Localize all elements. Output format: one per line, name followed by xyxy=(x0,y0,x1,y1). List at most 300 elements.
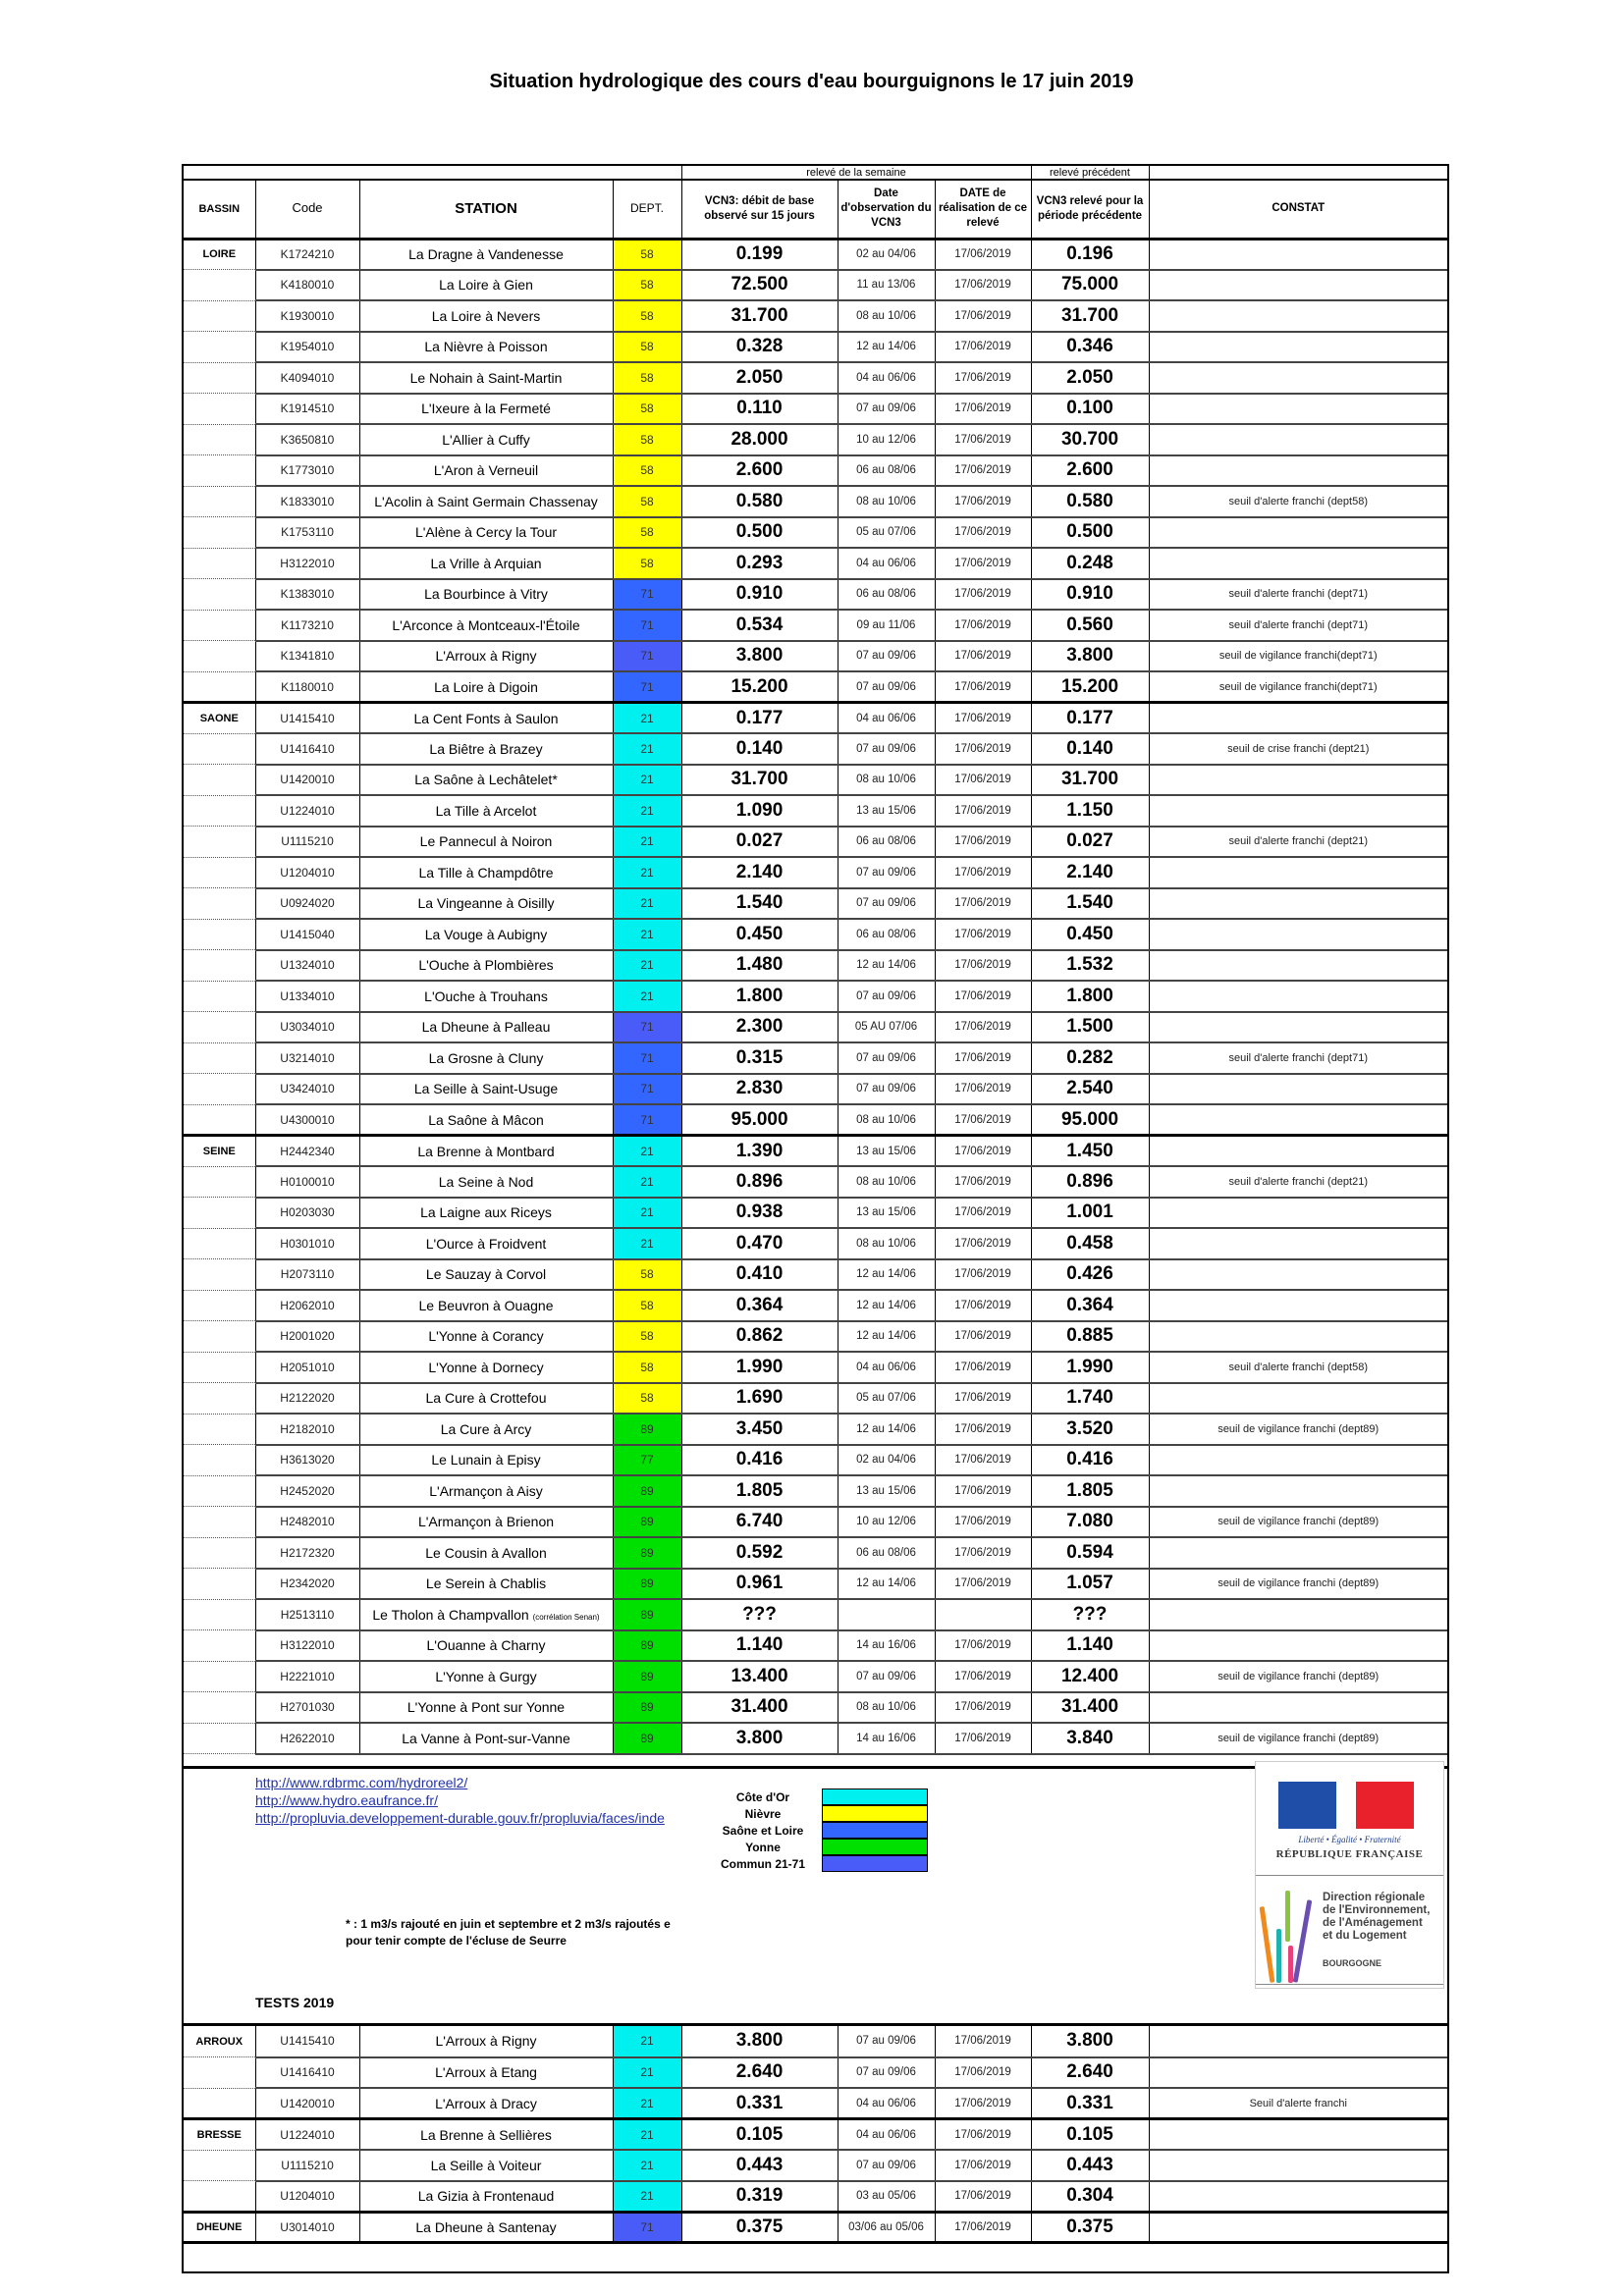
cell-code: K4180010 xyxy=(255,270,359,301)
link-propluvia[interactable]: http://propluvia.developpement-durable.gouv.fr/propluvia/faces/inde xyxy=(255,1810,665,1826)
cell-station: L'Ouche à Trouhans xyxy=(359,981,613,1012)
cell-date-real: 17/06/2019 xyxy=(935,548,1031,579)
cell-bassin xyxy=(184,332,255,363)
cell-bassin xyxy=(184,300,255,332)
cell-code: H2622010 xyxy=(255,1723,359,1754)
cell-bassin xyxy=(184,1074,255,1105)
cell-date-real: 17/06/2019 xyxy=(935,1228,1031,1259)
cell-constat xyxy=(1149,424,1447,455)
cell-station: La Vanne à Pont-sur-Vanne xyxy=(359,1723,613,1754)
cell-date-real: 17/06/2019 xyxy=(935,1445,1031,1476)
cell-vcn3: 0.177 xyxy=(681,703,838,734)
cell-date-obs: 11 au 13/06 xyxy=(838,270,935,301)
cell-vcn3: 0.443 xyxy=(681,2150,838,2181)
cell-bassin: ARROUX xyxy=(184,2026,255,2057)
cell-date-real: 17/06/2019 xyxy=(935,1723,1031,1754)
cell-vcn3: 0.410 xyxy=(681,1259,838,1291)
cell-code: U1115210 xyxy=(255,827,359,858)
cell-dept: 21 xyxy=(613,1198,681,1229)
cell-station: La Loire à Gien xyxy=(359,270,613,301)
cell-date-obs: 13 au 15/06 xyxy=(838,1198,935,1229)
cell-prev: 7.080 xyxy=(1031,1507,1149,1538)
table-row xyxy=(184,270,1447,301)
cell-date-obs: 07 au 09/06 xyxy=(838,1042,935,1074)
column-header-row xyxy=(184,180,1447,239)
cell-constat xyxy=(1149,1012,1447,1043)
table-row xyxy=(184,455,1447,487)
cell-constat xyxy=(1149,1445,1447,1476)
cell-prev: 0.594 xyxy=(1031,1537,1149,1569)
cell-dept: 71 xyxy=(613,1074,681,1105)
cell-dept: 58 xyxy=(613,455,681,487)
cell-station: L'Ixeure à la Fermeté xyxy=(359,394,613,425)
cell-date-real: 17/06/2019 xyxy=(935,919,1031,950)
cell-code: U1334010 xyxy=(255,981,359,1012)
cell-constat xyxy=(1149,1259,1447,1291)
cell-vcn3: 0.910 xyxy=(681,579,838,611)
cell-station: La Seille à Saint-Usuge xyxy=(359,1074,613,1105)
cell-constat: seuil d'alerte franchi (dept71) xyxy=(1149,579,1447,611)
cell-station: Le Tholon à Champvallon (corrélation Senan) xyxy=(359,1599,613,1630)
cell-date-real: 17/06/2019 xyxy=(935,1630,1031,1662)
table-row xyxy=(184,332,1447,363)
cell-date-real: 17/06/2019 xyxy=(935,1104,1031,1136)
cell-prev: 3.800 xyxy=(1031,2026,1149,2057)
cell-date-real: 17/06/2019 xyxy=(935,1259,1031,1291)
cell-constat xyxy=(1149,548,1447,579)
cell-bassin xyxy=(184,1104,255,1136)
page-title: Situation hydrologique des cours d'eau bourguignons le 17 juin 2019 xyxy=(489,71,1134,92)
table-row xyxy=(184,1537,1447,1569)
cell-prev: 3.520 xyxy=(1031,1414,1149,1445)
cell-date-obs: 06 au 08/06 xyxy=(838,1537,935,1569)
cell-date-obs: 05 au 07/06 xyxy=(838,1383,935,1415)
cell-vcn3: 2.140 xyxy=(681,857,838,888)
cell-date-obs: 12 au 14/06 xyxy=(838,1321,935,1353)
cell-prev: 1.540 xyxy=(1031,888,1149,920)
cell-station: L'Acolin à Saint Germain Chassenay xyxy=(359,486,613,517)
cell-dept: 21 xyxy=(613,2119,681,2151)
cell-date-obs: 07 au 09/06 xyxy=(838,888,935,920)
cell-date-real: 17/06/2019 xyxy=(935,1321,1031,1353)
cell-prev: 3.800 xyxy=(1031,641,1149,672)
cell-bassin xyxy=(184,1198,255,1229)
cell-code: U1415410 xyxy=(255,2026,359,2057)
cell-date-obs: 03/06 au 05/06 xyxy=(838,2212,935,2243)
cell-station: La Gizia à Frontenaud xyxy=(359,2181,613,2213)
cell-code: H0301010 xyxy=(255,1228,359,1259)
cell-constat: Seuil d'alerte franchi xyxy=(1149,2088,1447,2119)
cell-date-obs: 07 au 09/06 xyxy=(838,394,935,425)
cell-bassin xyxy=(184,1042,255,1074)
legend-item: Saône et Loire xyxy=(714,1822,928,1839)
cell-date-obs: 07 au 09/06 xyxy=(838,1074,935,1105)
cell-bassin xyxy=(184,1383,255,1415)
col-date-real: DATE de réalisation de ce relevé xyxy=(935,180,1031,239)
cell-date-obs: 06 au 08/06 xyxy=(838,455,935,487)
cell-code: U1416410 xyxy=(255,2057,359,2089)
cell-date-obs: 10 au 12/06 xyxy=(838,1507,935,1538)
table-row xyxy=(184,1228,1447,1259)
cell-constat xyxy=(1149,300,1447,332)
cell-station: La Dragne à Vandenesse xyxy=(359,239,613,270)
cell-prev: 0.331 xyxy=(1031,2088,1149,2119)
table-row xyxy=(184,1599,1447,1630)
table-row xyxy=(184,548,1447,579)
cell-vcn3: ??? xyxy=(681,1599,838,1630)
cell-date-real: 17/06/2019 xyxy=(935,239,1031,270)
cell-vcn3: 72.500 xyxy=(681,270,838,301)
cell-vcn3: 0.416 xyxy=(681,1445,838,1476)
cell-vcn3: 2.300 xyxy=(681,1012,838,1043)
cell-bassin xyxy=(184,1290,255,1321)
cell-station: La Tille à Arcelot xyxy=(359,795,613,827)
cell-date-real: 17/06/2019 xyxy=(935,455,1031,487)
cell-code: U1415410 xyxy=(255,703,359,734)
cell-prev: 0.458 xyxy=(1031,1228,1149,1259)
cell-station: L'Arroux à Etang xyxy=(359,2057,613,2089)
table-row xyxy=(184,1414,1447,1445)
cell-date-obs: 08 au 10/06 xyxy=(838,1228,935,1259)
cell-constat: seuil d'alerte franchi (dept21) xyxy=(1149,1166,1447,1198)
cell-date-real: 17/06/2019 xyxy=(935,1136,1031,1167)
cell-constat: seuil de vigilance franchi (dept89) xyxy=(1149,1507,1447,1538)
cell-date-real: 17/06/2019 xyxy=(935,950,1031,982)
cell-bassin xyxy=(184,2150,255,2181)
cell-station: L'Arroux à Rigny xyxy=(359,641,613,672)
cell-bassin xyxy=(184,1475,255,1507)
legend-item: Côte d'Or xyxy=(714,1789,928,1805)
cell-bassin xyxy=(184,424,255,455)
cell-station: La Vrille à Arquian xyxy=(359,548,613,579)
cell-code: K1833010 xyxy=(255,486,359,517)
cell-dept: 89 xyxy=(613,1414,681,1445)
cell-date-real: 17/06/2019 xyxy=(935,332,1031,363)
cell-constat xyxy=(1149,1290,1447,1321)
table-row xyxy=(184,1630,1447,1662)
cell-dept: 21 xyxy=(613,981,681,1012)
cell-date-real: 17/06/2019 xyxy=(935,795,1031,827)
cell-dept: 58 xyxy=(613,394,681,425)
table-row xyxy=(184,2119,1447,2151)
cell-constat: seuil de vigilance franchi (dept89) xyxy=(1149,1414,1447,1445)
cell-bassin xyxy=(184,1321,255,1353)
link-rdbrmc[interactable]: http://www.rdbrmc.com/hydroreel2/ xyxy=(255,1775,468,1790)
cell-station: La Vingeanne à Oisilly xyxy=(359,888,613,920)
cell-date-obs: 12 au 14/06 xyxy=(838,1569,935,1600)
cell-dept: 21 xyxy=(613,1228,681,1259)
cell-dept: 58 xyxy=(613,486,681,517)
cell-date-real: 17/06/2019 xyxy=(935,1692,1031,1724)
cell-bassin: LOIRE xyxy=(184,239,255,270)
table-row xyxy=(184,1104,1447,1136)
cell-date-obs: 13 au 15/06 xyxy=(838,1136,935,1167)
cell-dept: 21 xyxy=(613,2057,681,2089)
cell-date-real: 17/06/2019 xyxy=(935,424,1031,455)
cell-dept: 58 xyxy=(613,332,681,363)
footer-section xyxy=(184,1769,1447,2026)
cell-station: L'Yonne à Dornecy xyxy=(359,1352,613,1383)
cell-bassin xyxy=(184,1414,255,1445)
table-row xyxy=(184,2026,1447,2057)
cell-bassin xyxy=(184,362,255,394)
cell-constat xyxy=(1149,517,1447,549)
cell-prev: 1.500 xyxy=(1031,1012,1149,1043)
cell-code: K4094010 xyxy=(255,362,359,394)
cell-dept: 89 xyxy=(613,1507,681,1538)
cell-station: La Laigne aux Riceys xyxy=(359,1198,613,1229)
cell-prev: 0.140 xyxy=(1031,733,1149,765)
cell-code: U1115210 xyxy=(255,2150,359,2181)
cell-vcn3: 0.027 xyxy=(681,827,838,858)
table-row xyxy=(184,1475,1447,1507)
cell-station: La Nièvre à Poisson xyxy=(359,332,613,363)
cell-prev: 0.443 xyxy=(1031,2150,1149,2181)
cell-vcn3: 3.800 xyxy=(681,1723,838,1754)
cell-bassin xyxy=(184,641,255,672)
cell-bassin xyxy=(184,394,255,425)
legend-swatch xyxy=(822,1805,928,1822)
cell-vcn3: 0.331 xyxy=(681,2088,838,2119)
table-row xyxy=(184,1198,1447,1229)
table-row xyxy=(184,2181,1447,2213)
table-row xyxy=(184,919,1447,950)
cell-date-real: 17/06/2019 xyxy=(935,888,1031,920)
cell-date-real: 17/06/2019 xyxy=(935,1537,1031,1569)
cell-vcn3: 0.580 xyxy=(681,486,838,517)
table-row xyxy=(184,1507,1447,1538)
cell-code: K1954010 xyxy=(255,332,359,363)
cell-station: L'Armançon à Brienon xyxy=(359,1507,613,1538)
table-row xyxy=(184,857,1447,888)
cell-date-obs: 08 au 10/06 xyxy=(838,1104,935,1136)
legend-item: Commun 21-71 xyxy=(714,1855,928,1872)
cell-bassin xyxy=(184,2057,255,2089)
cell-prev: 0.177 xyxy=(1031,703,1149,734)
group-prev-label: relevé précédent xyxy=(1031,166,1149,180)
cell-code: U1324010 xyxy=(255,950,359,982)
cell-date-obs: 12 au 14/06 xyxy=(838,950,935,982)
cell-vcn3: 0.364 xyxy=(681,1290,838,1321)
cell-station: La Saône à Lechâtelet* xyxy=(359,765,613,796)
cell-constat: seuil de vigilance franchi(dept71) xyxy=(1149,671,1447,703)
cell-date-real: 17/06/2019 xyxy=(935,2088,1031,2119)
cell-constat xyxy=(1149,1228,1447,1259)
cell-bassin xyxy=(184,610,255,641)
cell-code: H0100010 xyxy=(255,1166,359,1198)
cell-date-real: 17/06/2019 xyxy=(935,2181,1031,2213)
cell-code: K1341810 xyxy=(255,641,359,672)
cell-dept: 58 xyxy=(613,270,681,301)
cell-date-obs: 07 au 09/06 xyxy=(838,2150,935,2181)
links-list xyxy=(255,1774,687,1827)
cell-dept: 58 xyxy=(613,1259,681,1291)
cell-code: U3034010 xyxy=(255,1012,359,1043)
cell-code: U1204010 xyxy=(255,2181,359,2213)
group-header-row xyxy=(184,166,1447,180)
col-station: STATION xyxy=(359,180,613,239)
cell-constat xyxy=(1149,919,1447,950)
cell-constat: seuil de vigilance franchi (dept89) xyxy=(1149,1661,1447,1692)
cell-dept: 21 xyxy=(613,2181,681,2213)
cell-station: La Loire à Digoin xyxy=(359,671,613,703)
cell-dept: 21 xyxy=(613,950,681,982)
table-row xyxy=(184,733,1447,765)
cell-constat xyxy=(1149,2181,1447,2213)
cell-station: La Cure à Crottefou xyxy=(359,1383,613,1415)
hydrology-sheet xyxy=(182,164,1449,2273)
table-row xyxy=(184,641,1447,672)
cell-station: Le Nohain à Saint-Martin xyxy=(359,362,613,394)
cell-station: La Dheune à Santenay xyxy=(359,2212,613,2243)
link-hydro-eaufrance[interactable]: http://www.hydro.eaufrance.fr/ xyxy=(255,1792,438,1808)
cell-vcn3: 0.534 xyxy=(681,610,838,641)
cell-vcn3: 0.862 xyxy=(681,1321,838,1353)
cell-constat: seuil d'alerte franchi (dept71) xyxy=(1149,1042,1447,1074)
cell-constat xyxy=(1149,1383,1447,1415)
cell-prev: 31.400 xyxy=(1031,1692,1149,1724)
cell-prev: 3.840 xyxy=(1031,1723,1149,1754)
cell-station: L'Armançon à Aisy xyxy=(359,1475,613,1507)
cell-date-real: 17/06/2019 xyxy=(935,671,1031,703)
cell-prev: 1.740 xyxy=(1031,1383,1149,1415)
cell-bassin xyxy=(184,795,255,827)
cell-constat xyxy=(1149,795,1447,827)
cell-constat: seuil de vigilance franchi (dept89) xyxy=(1149,1723,1447,1754)
cell-dept: 21 xyxy=(613,827,681,858)
cell-constat xyxy=(1149,2119,1447,2151)
cell-bassin xyxy=(184,888,255,920)
cell-code: H2182010 xyxy=(255,1414,359,1445)
cell-station: La Saône à Mâcon xyxy=(359,1104,613,1136)
cell-date-obs: 07 au 09/06 xyxy=(838,981,935,1012)
cell-station: L'Ouanne à Charny xyxy=(359,1630,613,1662)
cell-prev: 0.910 xyxy=(1031,579,1149,611)
cell-constat xyxy=(1149,1198,1447,1229)
cell-constat xyxy=(1149,2026,1447,2057)
cell-bassin xyxy=(184,1352,255,1383)
cell-vcn3: 1.990 xyxy=(681,1352,838,1383)
cell-constat xyxy=(1149,1104,1447,1136)
cell-constat: seuil de vigilance franchi (dept89) xyxy=(1149,1569,1447,1600)
cell-prev: 1.140 xyxy=(1031,1630,1149,1662)
cell-date-real: 17/06/2019 xyxy=(935,733,1031,765)
cell-vcn3: 0.328 xyxy=(681,332,838,363)
cell-prev: 0.248 xyxy=(1031,548,1149,579)
cell-date-real: 17/06/2019 xyxy=(935,1661,1031,1692)
cell-prev: 1.057 xyxy=(1031,1569,1149,1600)
cell-date-obs: 13 au 15/06 xyxy=(838,795,935,827)
table-row xyxy=(184,827,1447,858)
cell-code: H2452020 xyxy=(255,1475,359,1507)
cell-dept: 58 xyxy=(613,1290,681,1321)
cell-vcn3: 0.896 xyxy=(681,1166,838,1198)
col-date-obs: Date d'observation du VCN3 xyxy=(838,180,935,239)
table-row xyxy=(184,1569,1447,1600)
cell-station: Le Sauzay à Corvol xyxy=(359,1259,613,1291)
cell-station: L'Ource à Froidvent xyxy=(359,1228,613,1259)
cell-constat xyxy=(1149,1630,1447,1662)
cell-vcn3: 0.315 xyxy=(681,1042,838,1074)
cell-code: U1415040 xyxy=(255,919,359,950)
cell-code: K3650810 xyxy=(255,424,359,455)
cell-code: K1914510 xyxy=(255,394,359,425)
cell-prev: 1.990 xyxy=(1031,1352,1149,1383)
cell-date-obs: 12 au 14/06 xyxy=(838,1259,935,1291)
cell-vcn3: 2.600 xyxy=(681,455,838,487)
cell-bassin xyxy=(184,950,255,982)
cell-date-obs: 04 au 06/06 xyxy=(838,703,935,734)
cell-bassin xyxy=(184,2088,255,2119)
cell-date-real: 17/06/2019 xyxy=(935,1414,1031,1445)
cell-prev: 0.304 xyxy=(1031,2181,1149,2213)
cell-constat xyxy=(1149,270,1447,301)
cell-date-obs xyxy=(838,1599,935,1630)
cell-dept: 71 xyxy=(613,1012,681,1043)
cell-code: H2172320 xyxy=(255,1537,359,1569)
cell-date-real: 17/06/2019 xyxy=(935,270,1031,301)
cell-prev: 0.560 xyxy=(1031,610,1149,641)
cell-station: Le Cousin à Avallon xyxy=(359,1537,613,1569)
cell-vcn3: 0.592 xyxy=(681,1537,838,1569)
cell-prev: 1.805 xyxy=(1031,1475,1149,1507)
cell-dept: 21 xyxy=(613,703,681,734)
col-bassin: BASSIN xyxy=(184,180,255,239)
cell-date-real: 17/06/2019 xyxy=(935,1383,1031,1415)
cell-bassin xyxy=(184,733,255,765)
cell-prev: 75.000 xyxy=(1031,270,1149,301)
table-row xyxy=(184,610,1447,641)
cell-date-real: 17/06/2019 xyxy=(935,517,1031,549)
cell-vcn3: 1.390 xyxy=(681,1136,838,1167)
dept-color-legend xyxy=(714,1789,928,1872)
cell-station: La Vouge à Aubigny xyxy=(359,919,613,950)
cell-date-obs: 04 au 06/06 xyxy=(838,2119,935,2151)
cell-code: K1173210 xyxy=(255,610,359,641)
legend-swatch xyxy=(822,1789,928,1805)
cell-date-real: 17/06/2019 xyxy=(935,300,1031,332)
cell-date-obs: 14 au 16/06 xyxy=(838,1630,935,1662)
cell-vcn3: 1.805 xyxy=(681,1475,838,1507)
cell-bassin xyxy=(184,671,255,703)
cell-constat xyxy=(1149,394,1447,425)
cell-station: Le Lunain à Episy xyxy=(359,1445,613,1476)
table-row xyxy=(184,703,1447,734)
cell-station: L'Alène à Cercy la Tour xyxy=(359,517,613,549)
cell-station: La Brenne à Montbard xyxy=(359,1136,613,1167)
cell-prev: 0.500 xyxy=(1031,517,1149,549)
cell-code: H2513110 xyxy=(255,1599,359,1630)
table-row xyxy=(184,394,1447,425)
cell-bassin xyxy=(184,2181,255,2213)
cell-bassin xyxy=(184,486,255,517)
cell-station: L'Yonne à Pont sur Yonne xyxy=(359,1692,613,1724)
cell-vcn3: 0.470 xyxy=(681,1228,838,1259)
col-prev: VCN3 relevé pour la période précédente xyxy=(1031,180,1149,239)
cell-dept: 21 xyxy=(613,2026,681,2057)
col-code: Code xyxy=(255,180,359,239)
group-week-label: relevé de la semaine xyxy=(681,166,1031,180)
cell-date-obs: 08 au 10/06 xyxy=(838,1166,935,1198)
cell-bassin xyxy=(184,1445,255,1476)
cell-code: U1224010 xyxy=(255,795,359,827)
cell-date-obs: 10 au 12/06 xyxy=(838,424,935,455)
cell-dept: 89 xyxy=(613,1661,681,1692)
table-row xyxy=(184,239,1447,270)
cell-dept: 71 xyxy=(613,579,681,611)
cell-prev: 1.450 xyxy=(1031,1136,1149,1167)
cell-code: K1773010 xyxy=(255,455,359,487)
